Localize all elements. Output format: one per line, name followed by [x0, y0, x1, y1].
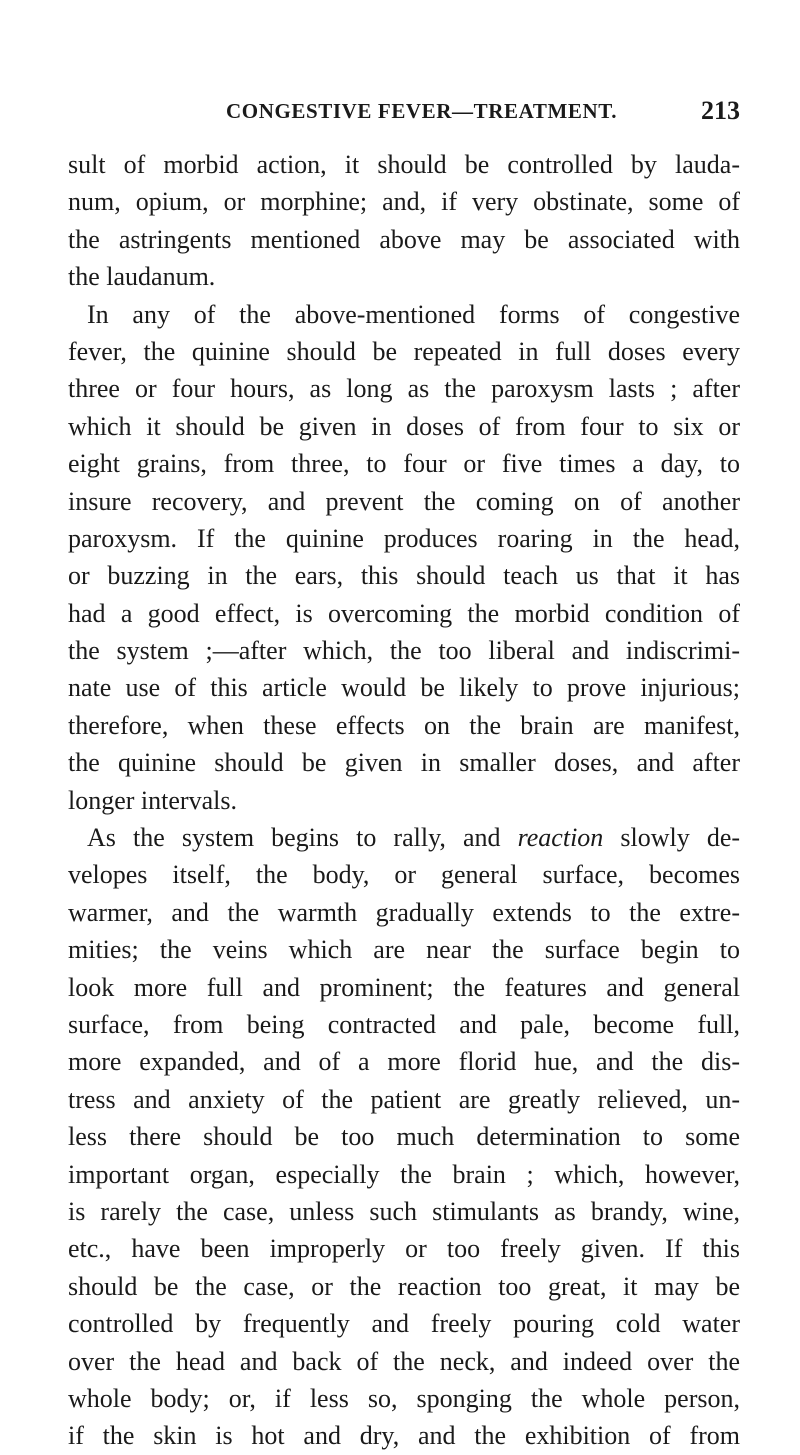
text-line: whole body; or, if less so, sponging the whole person,	[68, 1383, 740, 1413]
text-line: longer intervals.	[68, 785, 237, 815]
paragraph-start-line: In any of the above-mentioned forms of congestive	[87, 299, 740, 329]
text-line: velopes itself, the body, or general surface, becomes	[68, 860, 740, 890]
text-line: if the skin is hot and dry, and the exhibition of from	[68, 1421, 740, 1451]
text-line: mities; the veins which are near the surface begin to	[68, 935, 740, 965]
text-line: eight grains, from three, to four or five times a day, to	[68, 449, 740, 479]
text-line: the system ;—after which, the too liberal and indiscrimi-	[68, 636, 740, 666]
text-line: num, opium, or morphine; and, if very obstinate, some of	[68, 187, 740, 217]
text-line: insure recovery, and prevent the coming on of another	[68, 486, 740, 516]
text-line: therefore, when these effects on the brain are manifest,	[68, 710, 740, 740]
text-line: look more full and prominent; the features and general	[68, 972, 740, 1002]
emphasized-word: reaction	[517, 823, 604, 853]
text-line: surface, from being contracted and pale, become full,	[68, 1009, 740, 1039]
text-line: had a good effect, is overcoming the morbid condition of	[68, 598, 740, 628]
paragraph-start-line	[68, 819, 740, 856]
text-line: is rarely the case, unless such stimulants as brandy, wine,	[68, 1196, 740, 1226]
page-number: 213	[701, 96, 740, 125]
text-line: paroxysm. If the quinine produces roaring in the head,	[68, 523, 740, 553]
body-text	[68, 146, 740, 1455]
text-line: warmer, and the warmth gradually extends to the extre-	[68, 897, 740, 927]
text-line: fever, the quinine should be repeated in full doses every	[68, 336, 740, 366]
text-segment: As the system begins to rally, and	[87, 823, 501, 853]
text-line: nate use of this article would be likely to prove injurious;	[68, 673, 740, 703]
text-line: over the head and back of the neck, and indeed over the	[68, 1346, 740, 1376]
text-line: less there should be too much determination to some	[68, 1122, 740, 1152]
text-line: which it should be given in doses of from four to six or	[68, 411, 740, 441]
text-line: or buzzing in the ears, this should teach us that it has	[68, 561, 740, 591]
running-title: CONGESTIVE FEVER—TREATMENT.	[226, 99, 618, 123]
text-line: the laudanum.	[68, 262, 216, 292]
text-line: tress and anxiety of the patient are greatly relieved, un-	[68, 1084, 740, 1114]
text-line: more expanded, and of a more florid hue, and the dis-	[68, 1047, 740, 1077]
text-line: the quinine should be given in smaller doses, and after	[68, 748, 740, 778]
text-line: controlled by frequently and freely pouring cold water	[68, 1309, 740, 1339]
text-line: should be the case, or the reaction too great, it may be	[68, 1271, 740, 1301]
text-segment: slowly de-	[620, 823, 740, 853]
text-line: the astringents mentioned above may be associated with	[68, 224, 740, 254]
running-head	[68, 93, 740, 129]
text-line: sult of morbid action, it should be controlled by lauda-	[68, 150, 740, 179]
text-line: etc., have been improperly or too freely given. If this	[68, 1234, 740, 1264]
text-line: three or four hours, as long as the paroxysm lasts ; after	[68, 374, 740, 404]
text-line: important organ, especially the brain ; which, however,	[68, 1159, 740, 1189]
